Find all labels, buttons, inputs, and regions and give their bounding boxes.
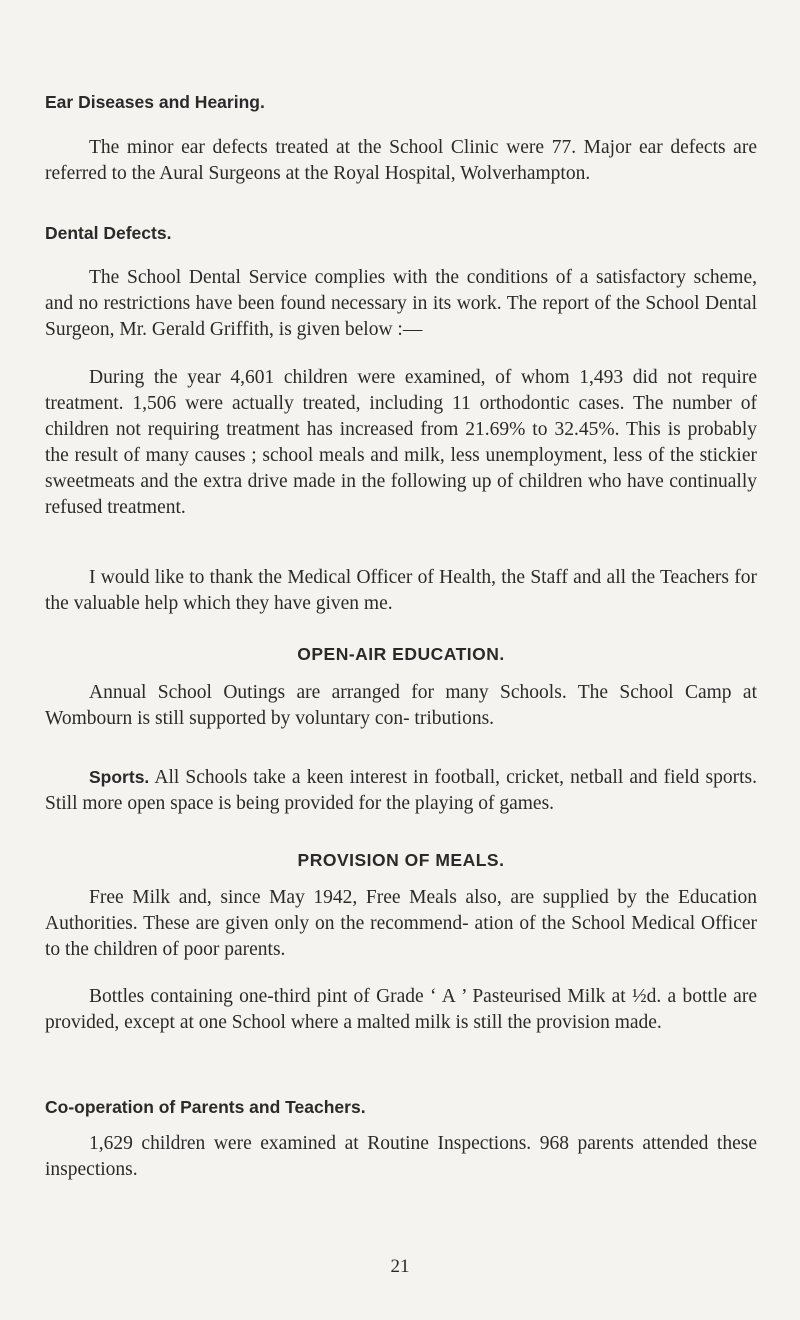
ear-diseases-heading: Ear Diseases and Hearing.: [45, 92, 265, 112]
open-air-paragraph: Annual School Outings are arranged for many Schools. The School Camp at Wombourn is still supported by voluntary con- tributions.: [45, 682, 757, 729]
page-number: 21: [390, 1256, 410, 1277]
meals-paragraph-1: Free Milk and, since May 1942, Free Meals also, are supplied by the Education Authorities. These are given only on the recommend- ation of the School Medical Officer to the children of poor parents.: [45, 887, 757, 960]
open-air-education-heading: OPEN-AIR EDUCATION.: [297, 644, 505, 664]
provision-of-meals-heading: PROVISION OF MEALS.: [297, 850, 505, 870]
dental-paragraph-1: The School Dental Service complies with the conditions of a satisfactory scheme, and no restrictions have been found necessary in its work. The report of the School Dental Surgeon, Mr. Gerald Griffith, is given below :—: [45, 267, 757, 340]
sports-paragraph: [45, 764, 757, 817]
cooperation-paragraph: 1,629 children were examined at Routine Inspections. 968 parents attended these inspections.: [45, 1133, 757, 1180]
sports-label: Sports.: [89, 767, 150, 787]
dental-paragraph-2: During the year 4,601 children were examined, of whom 1,493 did not require treatment. 1,506 were actually treated, including 11 orthodontic cases. The number of children not requiring treatment has increased from 21.69% to 32.45%. This is probably the result of many causes ; school meals and milk, less unemployment, less of the stickier sweetmeats and the extra drive made in the following up of children who have continually refused treatment.: [45, 367, 757, 518]
dental-paragraph-3: I would like to thank the Medical Officer of Health, the Staff and all the Teachers for the valuable help which they have given me.: [45, 567, 757, 614]
cooperation-heading: Co-operation of Parents and Teachers.: [45, 1097, 366, 1117]
meals-paragraph-2: Bottles containing one-third pint of Grade ‘ A ’ Pasteurised Milk at ½d. a bottle are provided, except at one School where a malted milk is still the provision made.: [45, 986, 757, 1033]
ear-paragraph: The minor ear defects treated at the School Clinic were 77. Major ear defects are referred to the Aural Surgeons at the Royal Hospital, Wolverhampton.: [45, 137, 757, 184]
sports-text: All Schools take a keen interest in football, cricket, netball and field sports. Still more open space is being provided for the playing of games.: [45, 767, 757, 814]
dental-defects-heading: Dental Defects.: [45, 223, 172, 243]
